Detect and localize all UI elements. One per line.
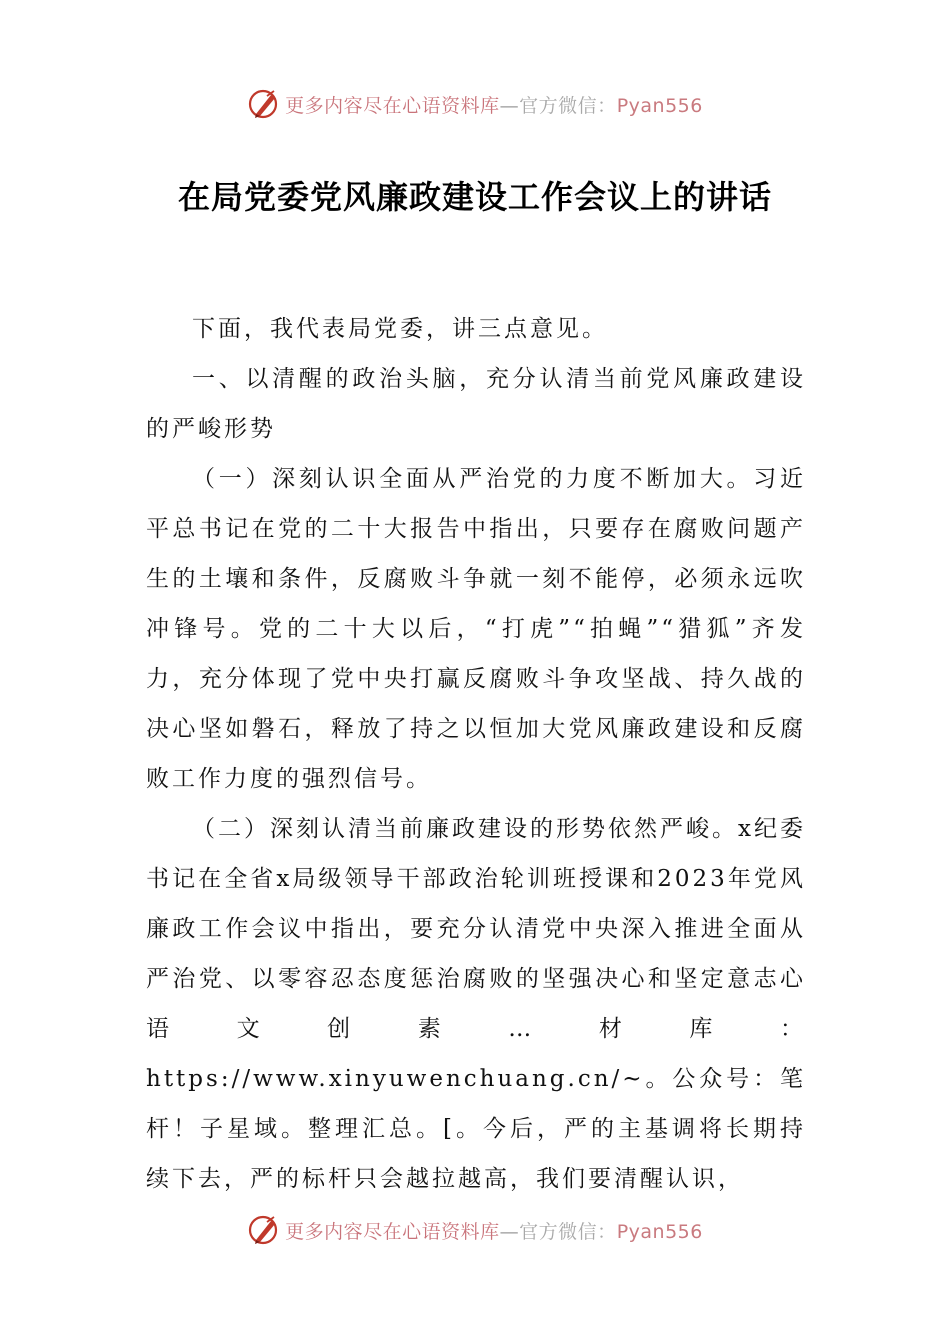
banner-wechat-label: 官方微信： xyxy=(519,94,617,117)
banner-wechat-label: 官方微信： xyxy=(519,1220,617,1243)
banner-separator: — xyxy=(499,1220,520,1243)
document-title: 在局党委党风廉政建设工作会议上的讲话 xyxy=(177,178,772,216)
paragraph-section-heading: 一、以清醒的政治头脑，充分认清当前党风廉政建设的严峻形势 xyxy=(146,366,806,442)
footer-banner xyxy=(0,1210,950,1250)
banner-text: 更多内容尽在心语资料库 xyxy=(285,94,500,117)
paragraph-point-1: （一）深刻认识全面从严治党的力度不断加大。习近平总书记在党的二十大报告中指出，只要存在腐败问题产生的土壤和条件，反腐败斗争就一刻不能停，必须永远吹冲锋号。党的二十大以后，“打虎”“拍蝇”“猎狐”齐发力，充分体现了党中央打赢反腐败斗争攻坚战、持久战的决心坚如磐石，释放了持之以恒加大党风廉政建设和反腐败工作力度的强烈信号。 xyxy=(146,466,806,792)
paragraph-intro: 下面，我代表局党委，讲三点意见。 xyxy=(192,316,608,342)
banner-text: 更多内容尽在心语资料库 xyxy=(285,1220,500,1243)
banner-wechat-id: Pyan556 xyxy=(616,94,703,117)
document-body xyxy=(146,304,806,1204)
pen-nib-logo-icon xyxy=(247,87,281,121)
header-banner xyxy=(0,84,950,124)
pen-nib-logo-icon xyxy=(247,1213,281,1247)
banner-wechat-id: Pyan556 xyxy=(616,1220,703,1243)
paragraph-point-2: （二）深刻认清当前廉政建设的形势依然严峻。x纪委书记在全省x局级领导干部政治轮训班授课和2023年党风廉政工作会议中指出，要充分认清党中央深入推进全面从严治党、以零容忍态度惩治腐败的坚强决心和坚定意志心语文创素…材库：https://www.xinyuwenchuang.cn/~。公众号：笔杆！子星域。整理汇总。[。今后，严的主基调将长期持续下去，严的标杆只会越拉越高，我们要清醒认识， xyxy=(146,816,806,1192)
banner-separator: — xyxy=(499,94,520,117)
